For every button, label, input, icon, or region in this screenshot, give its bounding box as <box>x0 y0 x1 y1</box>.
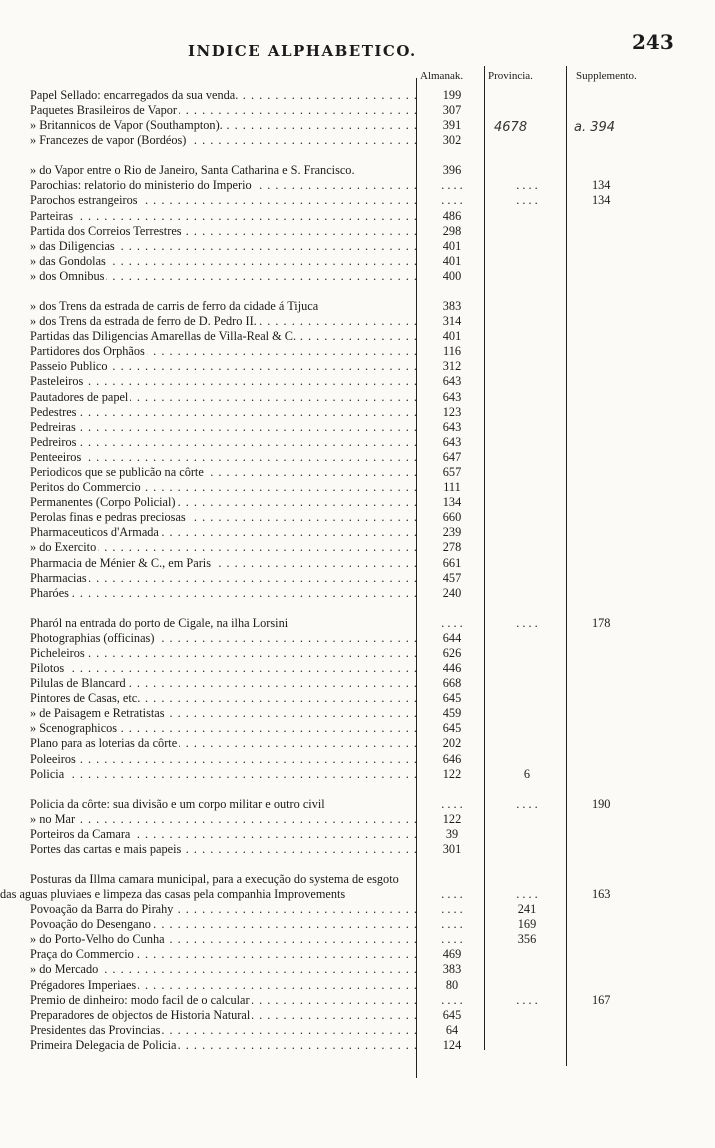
index-entry-label: Pautadores de papel <box>0 390 130 404</box>
almanak-page: 302 <box>442 133 462 148</box>
index-row <box>0 842 715 857</box>
almanak-page: 643 <box>442 374 462 389</box>
provincia-page: . . . . <box>516 178 538 193</box>
index-row <box>0 450 715 465</box>
index-entry <box>0 540 418 555</box>
index-row <box>0 254 715 269</box>
index-row <box>0 178 715 193</box>
index-row <box>0 586 715 601</box>
almanak-page: 314 <box>442 314 462 329</box>
almanak-page: . . . . <box>441 615 463 630</box>
index-entry <box>0 299 418 314</box>
almanak-page: 199 <box>442 88 462 102</box>
supplemento-page: 134 <box>592 178 611 193</box>
index-entry-label: Preparadores de objectos de Historia Natural <box>0 1008 252 1022</box>
index-entry-label: Perolas finas e pedras preciosas <box>0 510 188 524</box>
index-entry-label: Photographias (officinas) <box>0 631 156 645</box>
provincia-page: 6 <box>523 766 531 781</box>
index-entry <box>0 917 418 932</box>
index-entry <box>0 193 418 208</box>
supplemento-page: 134 <box>592 193 611 208</box>
index-entry <box>0 812 418 827</box>
almanak-page: 646 <box>442 751 462 766</box>
index-entry-label: » do Exercito <box>0 540 98 554</box>
almanak-page: 668 <box>442 676 462 691</box>
column-header-supplemento: Supplemento. <box>576 70 637 82</box>
index-entry-label: Povoação do Desengano <box>0 917 153 931</box>
index-row <box>0 661 715 676</box>
provincia-page: . . . . <box>516 886 538 901</box>
almanak-page: 39 <box>445 826 459 841</box>
index-row <box>0 224 715 239</box>
index-entry <box>0 616 418 631</box>
index-entry <box>0 239 418 254</box>
index-entry-label: » das Gondolas <box>0 254 108 268</box>
index-row <box>0 193 715 208</box>
index-row <box>0 721 715 736</box>
index-entry-label: Pintores de Casas, etc. <box>0 691 142 705</box>
index-entry-label: » Scenographicos <box>0 721 119 735</box>
almanak-page: 643 <box>442 419 462 434</box>
index-entry <box>0 736 418 751</box>
index-row <box>0 495 715 510</box>
column-header-provincia: Provincia. <box>488 70 533 82</box>
index-entry <box>0 495 418 510</box>
index-entry-label: Partidas das Diligencias Amarellas de Villa-Real & C. <box>0 329 298 343</box>
almanak-page: 645 <box>442 691 462 706</box>
index-row <box>0 556 715 571</box>
index-row <box>0 691 715 706</box>
index-entry <box>0 706 418 721</box>
index-entry <box>0 390 418 405</box>
index-entry-label: » do Porto-Velho do Cunha <box>0 932 167 946</box>
index-row <box>0 510 715 525</box>
index-entry-label: Porteiros da Camara <box>0 827 132 841</box>
almanak-page: . . . . <box>441 178 463 193</box>
index-entry-label: Pasteleiros <box>0 374 85 388</box>
almanak-page: 240 <box>442 585 462 600</box>
almanak-page: 391 <box>442 118 462 133</box>
almanak-page: . . . . <box>441 932 463 947</box>
index-entry-label: » de Paisagem e Retratistas <box>0 706 167 720</box>
index-entry-label: Penteeiros <box>0 450 83 464</box>
index-entry <box>0 329 418 344</box>
index-entry <box>0 88 418 103</box>
index-entry <box>0 374 418 389</box>
index-entry <box>0 480 418 495</box>
index-entry-label: Pilulas de Blancard <box>0 676 128 690</box>
index-entry <box>0 254 418 269</box>
almanak-page: 64 <box>445 1022 459 1037</box>
column-header-almanak: Almanak. <box>420 70 464 82</box>
almanak-page: 401 <box>442 238 462 253</box>
index-entry-label: » do Vapor entre o Rio de Janeiro, Santa Catharina e S. Francisco. <box>0 163 357 177</box>
almanak-page: 457 <box>442 570 462 585</box>
index-row <box>0 314 715 329</box>
index-row <box>0 525 715 540</box>
index-entry <box>0 797 418 812</box>
index-row <box>0 947 715 962</box>
almanak-page: 122 <box>442 811 462 826</box>
index-row <box>0 359 715 374</box>
index-entry <box>0 344 418 359</box>
index-row <box>0 148 715 178</box>
almanak-page: . . . . <box>441 992 463 1007</box>
almanak-page: 239 <box>442 525 462 540</box>
index-entry <box>0 209 418 224</box>
index-entry-label: » das Diligencias <box>0 239 117 253</box>
index-row <box>0 917 715 932</box>
almanak-page: 116 <box>443 344 461 359</box>
index-entry <box>0 405 418 420</box>
index-entry <box>0 1008 418 1023</box>
index-row <box>0 374 715 389</box>
almanak-page: 134 <box>442 495 462 510</box>
index-entry-label: Partida dos Correios Terrestres <box>0 224 184 238</box>
almanak-page: 469 <box>442 947 462 962</box>
index-row <box>0 540 715 555</box>
index-entry <box>0 163 418 178</box>
index-entry-label: Parochos estrangeiros <box>0 193 140 207</box>
index-entry-label: Plano para as loterias da côrte <box>0 736 179 750</box>
index-entry-label: Pedreiras <box>0 420 78 434</box>
supplemento-page: 163 <box>592 886 611 901</box>
index-entry <box>0 510 418 525</box>
provincia-page: 169 <box>517 917 537 932</box>
index-entry-label: » dos Trens da estrada de ferro de D. Pedro II. <box>0 314 259 328</box>
almanak-page: 401 <box>442 329 462 344</box>
index-entry-label: Picheleiros <box>0 646 87 660</box>
index-entry <box>0 133 418 148</box>
index-row <box>0 209 715 224</box>
index-entry <box>0 525 418 540</box>
index-entry <box>0 1023 418 1038</box>
index-row <box>0 465 715 480</box>
almanak-page: 122 <box>442 766 462 781</box>
index-row <box>0 1023 715 1038</box>
index-entry <box>0 359 418 374</box>
index-entry <box>0 993 418 1008</box>
index-entry <box>0 435 418 450</box>
index-entry <box>0 691 418 706</box>
almanak-page: . . . . <box>441 902 463 917</box>
index-row <box>0 706 715 721</box>
index-row <box>0 962 715 977</box>
almanak-page: 307 <box>442 103 462 118</box>
index-row <box>0 405 715 420</box>
almanak-page: . . . . <box>441 917 463 932</box>
index-entry-label: Policia <box>0 767 66 781</box>
index-entry <box>0 947 418 962</box>
index-entry-label: » Britannicos de Vapor (Southampton). <box>0 118 225 132</box>
almanak-page: 661 <box>442 555 462 570</box>
index-row <box>0 978 715 993</box>
index-row <box>0 752 715 767</box>
index-entry <box>0 767 418 782</box>
index-entry <box>0 314 418 329</box>
almanak-page: 657 <box>442 464 462 479</box>
index-entry-label: Policia da côrte: sua divisão e um corpo militar e outro civil <box>0 797 327 811</box>
index-entry-label: Praça do Commercio <box>0 947 136 961</box>
almanak-page: 383 <box>442 962 462 977</box>
almanak-page: 396 <box>442 163 462 178</box>
almanak-page: 401 <box>442 253 462 268</box>
index-entry-label: Pedreiros <box>0 435 78 449</box>
index-entry-label: Pharól na entrada do porto de Cigale, na ilha Lorsini <box>0 616 290 630</box>
provincia-page: . . . . <box>516 615 538 630</box>
index-row <box>0 329 715 344</box>
almanak-page: . . . . <box>441 886 463 901</box>
index-row <box>0 133 715 148</box>
provincia-page: 241 <box>517 902 537 917</box>
provincia-page: 356 <box>517 932 537 947</box>
index-row <box>0 1008 715 1023</box>
index-entry <box>0 661 418 676</box>
index-entry-label: Presidentes das Provincias <box>0 1023 162 1037</box>
index-row <box>0 676 715 691</box>
index-entry-label: Papel Sellado: encarregados da sua venda. <box>0 88 240 102</box>
almanak-page: 400 <box>442 268 462 283</box>
index-entry-label: Prégadores Imperiaes <box>0 978 138 992</box>
index-entry <box>0 1038 418 1053</box>
almanak-page: 123 <box>442 404 462 419</box>
index-entry-label: Posturas da Illma camara municipal, para a execução do systema de esgoto das aguas pluviaes e limpeza das casas pela companhia Improvements <box>0 871 399 901</box>
index-row <box>0 284 715 314</box>
almanak-page: 459 <box>442 706 462 721</box>
index-entry-label: Portes das cartas e mais papeis <box>0 842 183 856</box>
index-row <box>0 812 715 827</box>
provincia-page: . . . . <box>516 796 538 811</box>
index-row <box>0 239 715 254</box>
index-entry-label: Parteiras <box>0 209 75 223</box>
almanak-page: . . . . <box>441 796 463 811</box>
index-entry-label: » do Mercado <box>0 962 100 976</box>
index-row <box>0 631 715 646</box>
index-row <box>0 103 715 118</box>
index-entry <box>0 465 418 480</box>
almanak-page: 124 <box>442 1037 462 1052</box>
index-row <box>0 932 715 947</box>
index-row <box>0 601 715 631</box>
index-entry-label: Pharmacia de Ménier & C., em Paris <box>0 556 213 570</box>
almanak-page: 278 <box>442 540 462 555</box>
almanak-page: 486 <box>442 208 462 223</box>
index-row <box>0 993 715 1008</box>
almanak-page: 647 <box>442 449 462 464</box>
index-entry <box>0 178 418 193</box>
almanak-page: 446 <box>442 661 462 675</box>
index-row <box>0 571 715 586</box>
index-row <box>0 857 715 902</box>
index-row <box>0 827 715 842</box>
index-row <box>0 118 715 133</box>
index-row <box>0 646 715 661</box>
almanak-page: 660 <box>442 510 462 525</box>
index-entry-label: Pharmaceuticos d'Armada <box>0 525 161 539</box>
almanak-page: 644 <box>442 630 462 645</box>
almanak-page: 312 <box>442 359 462 374</box>
index-entry-label: Paquetes Brasileiros de Vapor <box>0 103 179 117</box>
index-list <box>0 88 715 1053</box>
almanak-page: 383 <box>442 298 462 313</box>
index-entry <box>0 842 418 857</box>
provincia-page: . . . . <box>516 992 538 1007</box>
index-entry <box>0 571 418 586</box>
index-entry <box>0 676 418 691</box>
index-entry <box>0 556 418 571</box>
index-entry-label: Pharóes <box>0 586 71 600</box>
index-entry-label: Partidores dos Orphãos <box>0 344 147 358</box>
index-entry-label: Parochias: relatorio do ministerio do Imperio <box>0 178 254 192</box>
index-entry <box>0 586 418 601</box>
index-entry <box>0 646 418 661</box>
index-entry <box>0 118 418 133</box>
index-entry-label: » dos Omnibus <box>0 269 106 283</box>
almanak-page: 643 <box>442 389 462 404</box>
index-entry <box>0 721 418 736</box>
almanak-page: 645 <box>442 721 462 736</box>
index-entry <box>0 827 418 842</box>
index-entry <box>0 978 418 993</box>
index-row <box>0 736 715 751</box>
index-entry-label: Peritos do Commercio <box>0 480 143 494</box>
index-entry <box>0 103 418 118</box>
index-entry-label: Poleeiros <box>0 752 78 766</box>
index-entry <box>0 631 418 646</box>
index-row <box>0 390 715 405</box>
almanak-page: 202 <box>442 736 462 751</box>
index-row <box>0 344 715 359</box>
almanak-page: 80 <box>445 977 459 992</box>
almanak-page: 301 <box>442 841 462 856</box>
supplemento-page: 167 <box>592 992 611 1007</box>
page-title: INDICE ALPHABETICO. <box>188 42 417 60</box>
supplemento-page: 190 <box>592 796 611 811</box>
almanak-page: . . . . <box>441 193 463 208</box>
index-entry-label: » dos Trens da estrada de carris de ferro da cidade á Tijuca <box>0 299 320 313</box>
index-row <box>0 480 715 495</box>
almanak-page: 645 <box>442 1007 462 1022</box>
index-entry-label: Pedestres <box>0 405 78 419</box>
index-entry-label: Pilotos <box>0 661 66 675</box>
index-entry <box>0 962 418 977</box>
provincia-page: . . . . <box>516 193 538 208</box>
index-entry <box>0 450 418 465</box>
index-entry <box>0 420 418 435</box>
index-entry <box>0 224 418 239</box>
handwritten-note-provincia: 4678 <box>494 120 528 135</box>
almanak-page: 643 <box>442 434 462 449</box>
index-entry-label: Primeira Delegacia de Policia <box>0 1038 178 1052</box>
index-entry-label: Premio de dinheiro: modo facil de o calcular <box>0 993 252 1007</box>
handwritten-note-supplemento: a. 394 <box>574 120 616 135</box>
index-entry <box>0 902 418 917</box>
almanak-page: 298 <box>442 223 462 238</box>
index-row <box>0 767 715 782</box>
almanak-page: 626 <box>442 645 462 660</box>
almanak-page: 111 <box>443 480 461 495</box>
supplemento-page: 178 <box>592 615 611 630</box>
index-entry-label: » Francezes de vapor (Bordéos) <box>0 133 188 147</box>
index-row <box>0 1038 715 1053</box>
index-entry-label: Pharmacias <box>0 571 89 585</box>
index-entry-label: Povoação da Barra do Pirahy <box>0 902 175 916</box>
index-entry <box>0 872 418 902</box>
page-number: 243 <box>632 30 674 54</box>
index-entry-label: » no Mar <box>0 812 77 826</box>
index-row <box>0 435 715 450</box>
index-entry <box>0 932 418 947</box>
index-row <box>0 782 715 812</box>
index-row <box>0 269 715 284</box>
index-entry-label: Periodicos que se publicão na côrte <box>0 465 206 479</box>
index-row <box>0 420 715 435</box>
index-row <box>0 902 715 917</box>
index-row <box>0 88 715 103</box>
index-entry <box>0 269 418 284</box>
index-entry-label: Permanentes (Corpo Policial) <box>0 495 177 509</box>
index-entry <box>0 752 418 767</box>
index-entry-label: Passeio Publico <box>0 359 110 373</box>
